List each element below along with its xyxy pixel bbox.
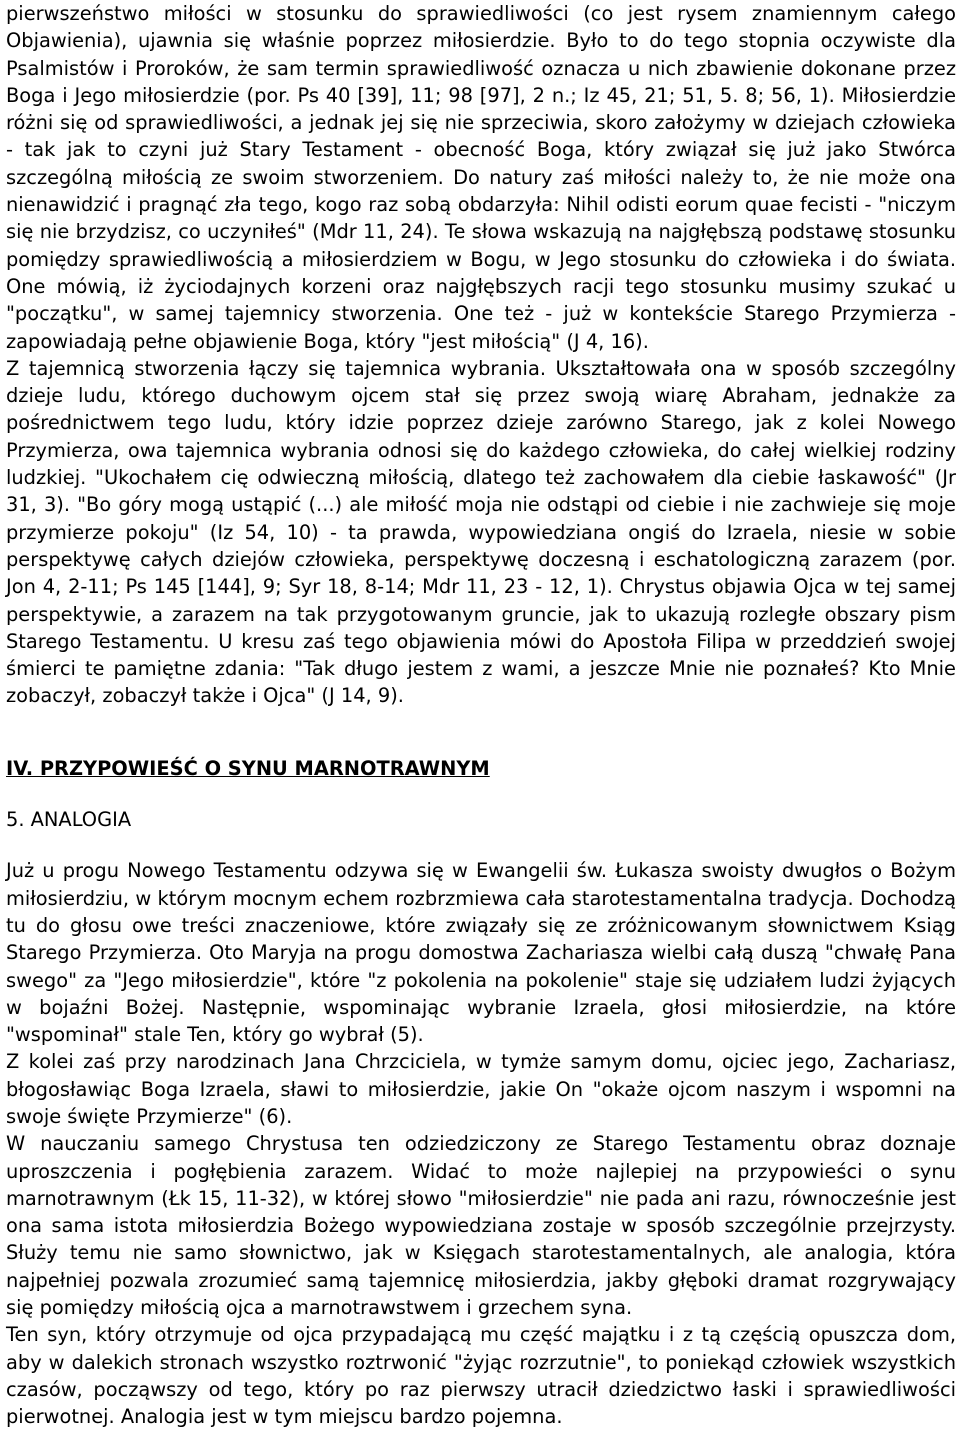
- paragraph-love-and-justice: pierwszeństwo miłości w stosunku do sprawiedliwości (co jest rysem znamiennym całego Objawienia), ujawnia się właśnie poprzez miłosierdzie. Było to do tego stopnia oczywiste dla Psalmistów i Proroków, że sam termin sprawiedliwość oznacza u nich zbawienie dokonane przez Boga i Jego miłosierdzie (por. Ps 40 [39], 11; 98 [97], 2 n.; Iz 45, 21; 51, 5. 8; 56, 1). Miłosierdzie różni się od sprawiedliwości, a jednak jej się nie sprzeciwia, skoro założymy w dziejach człowieka - tak jak to czyni już Stary Testament - obecność Boga, który związał się już jako Stwórca szczególną miłością ze swoim stworzeniem. Do natury zaś miłości należy to, że nie może ona nienawidzić i pragnąć zła tego, kogo raz sobą obdarzyła: Nihil odisti eorum quae fecisti - "niczym się nie brzydzisz, co uczyniłeś" (Mdr 11, 24). Te słowa wskazują na najgłębszą podstawę stosunku pomiędzy sprawiedliwością a miłosierdziem w Bogu, w Jego stosunku do człowieka i do świata. One mówią, iż życiodajnych korzeni oraz najgłębszych racji tego stosunku musimy szukać u "początku", w samej tajemnicy stworzenia. One też - już w kontekście Starego Przymierza - zapowiadają pełne objawienie Boga, który "jest miłością" (J 4, 16).: [6, 2, 956, 353]
- paragraph-prodigal-son-parable: W nauczaniu samego Chrystusa ten odziedziczony ze Starego Testamentu obraz doznaje uproszczenia i pogłębienia zarazem. Widać to może najlepiej na przypowieści o synu marnotrawnym (Łk 15, 11-32), w której słowo "miłosierdzie" nie pada ani razu, równocześnie jest ona sama istota miłosierdzia Bożego wypowiedziana zostaje w sposób szczególnie przejrzysty. Służy temu nie samo słownictwo, jak w Księgach starotestamentalnych, ale analogia, która najpełniej pozwala zrozumieć samą tajemnicę miłosierdzia, jakby głęboki dramat rozgrywający się pomiędzy miłością ojca a marnotrawstwem i grzechem syna.: [6, 1132, 956, 1320]
- document-page: [6, 0, 956, 1431]
- spacer: [6, 833, 956, 857]
- paragraph-the-son: Ten syn, który otrzymuje od ojca przypadającą mu część majątku i z tą częścią opuszcza dom, aby w dalekich stronach wszystko roztrwonić "żyjąc rozrzutnie", to poniekąd człowiek wszystkich czasów, począwszy od tego, który po raz pierwszy utracił dziedzictwo łaski i sprawiedliwości pierwotnej. Analogia jest w tym miejscu bardzo pojemna.: [6, 1323, 956, 1429]
- subsection-heading: 5. ANALOGIA: [6, 808, 132, 832]
- spacer: [6, 710, 956, 755]
- section-heading: IV. PRZYPOWIEŚĆ O SYNU MARNOTRAWNYM: [6, 756, 490, 780]
- spacer: [6, 782, 956, 806]
- paragraph-zechariah: Z kolei zaś przy narodzinach Jana Chrzciciela, w tymże samym domu, ojciec jego, Zachariasz, błogosławiąc Boga Izraela, sławi to miłosierdzie, jakie On "okaże ojcom naszym i wspomni na swoje święte Przymierze" (6).: [6, 1050, 956, 1128]
- paragraph-luke-gospel: Już u progu Nowego Testamentu odzywa się w Ewangelii św. Łukasza swoisty dwugłos o Bożym miłosierdziu, w którym mocnym echem rozbrzmiewa cała starotestamentalna tradycja. Dochodzą tu do głosu owe treści znaczeniowe, które związały się ze zróżnicowanym słownictwem Ksiąg Starego Przymierza. Oto Maryja na progu domostwa Zachariasza wielbi całą duszą "chwałę Pana swego" za "Jego miłosierdzie", które "z pokolenia na pokolenie" staje się udziałem ludzi żyjących w bojaźni Bożej. Następnie, wspominając wybranie Izraela, głosi miłosierdzie, na które "wspominał" stale Ten, który go wybrał (5).: [6, 859, 956, 1047]
- paragraph-mystery-of-election: Z tajemnicą stworzenia łączy się tajemnica wybrania. Ukształtowała ona w sposób szczególny dzieje ludu, którego duchowym ojcem stał się przez swoją wiarę Abraham, jednakże za pośrednictwem tego ludu, który idzie poprzez dzieje zarówno Starego, jak z kolei Nowego Przymierza, owa tajemnica wybrania odnosi się do każdego człowieka, do całej wielkiej rodziny ludzkiej. "Ukochałem cię odwieczną miłością, dlatego też zachowałem dla ciebie łaskawość" (Jr 31, 3). "Bo góry mogą ustąpić (...) ale miłość moja nie odstąpi od ciebie i nie zachwieje się moje przymierze pokoju" (Iz 54, 10) - ta prawda, wypowiedziana ongiś do Izraela, niesie w sobie perspektywę całych dziejów człowieka, perspektywę doczesną i eschatologiczną zarazem (por. Jon 4, 2-11; Ps 145 [144], 9; Syr 18, 8-14; Mdr 11, 23 - 12, 1). Chrystus objawia Ojca w tej samej perspektywie, a zarazem na tak przygotowanym gruncie, jak to ukazują rozległe obszary pism Starego Testamentu. U kresu zaś tego objawienia mówi do Apostoła Filipa w przeddzień swojej śmierci te pamiętne zdania: "Tak długo jestem z wami, a jeszcze Mnie nie poznałeś? Kto Mnie zobaczył, zobaczył także i Ojca" (J 14, 9).: [6, 356, 956, 708]
